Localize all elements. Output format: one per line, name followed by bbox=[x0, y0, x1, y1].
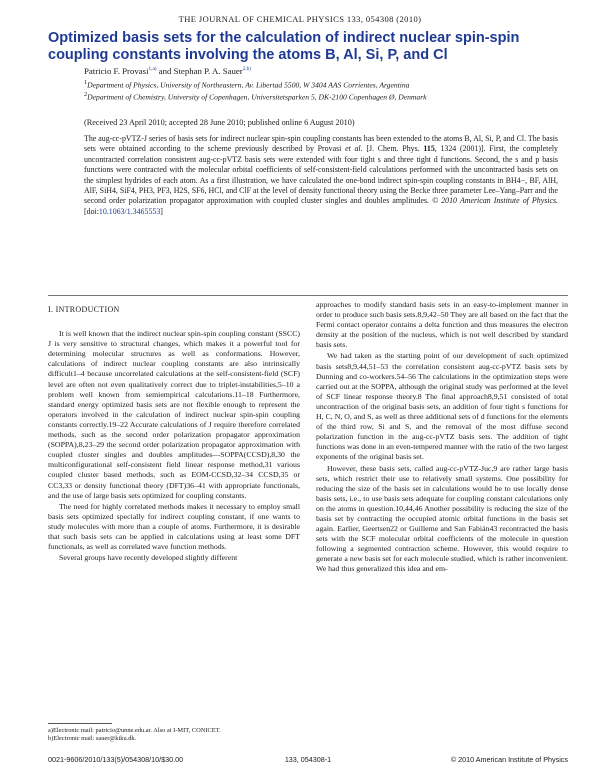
abstract-doi-suffix: ] bbox=[160, 206, 163, 216]
abstract bbox=[84, 134, 558, 217]
body-paragraph: Several groups have recently developed slightly different bbox=[59, 553, 238, 563]
affiliation-text: Department of Chemistry, University of Copenhagen, Universitetsparken 5, DK-2100 Copenhagen Ø, Denmark bbox=[87, 92, 427, 102]
abstract-text: , 1324 (2001)]. First, the completely uncontracted correlation consistent aug-cc-pVTZ basis sets were extended with four tight s and three tight d functions. Second, the s and p basis functions were contracted with the molecular orbital coefficients of self-consistent-field calculations performed with the uncontracted basis sets on the simplest hydrides of each atom. As a first illustration, we have calculated the one-bond indirect spin-spin coupling constants in BH4−, BF, AlH, AlF, SiH4, SiF4, PH3, PF3, H2S, SF6, HCl, and ClF at the level of density functional theory using the Becke three parameter Lee–Yang–Parr and the second order polarization propagator approximation with coupled cluster singles and doubles amplitudes. bbox=[84, 144, 558, 206]
received-dates: (Received 23 April 2010; accepted 28 June 2010; published online 6 August 2010) bbox=[84, 118, 355, 127]
body-paragraph: However, these basis sets, called aug-cc-pVTZ-Juc,9 are rather large basis sets, which restrict their use to relatively small systems. One possibility for reducing the size of the basis set in calculations would be to use locally dense basis sets, i.e., to use basis sets adequate for coupling constant calculations only on the atoms in question.10,44,46 Another possibility is reducing the size of the basis set by contracting the occupied atomic orbital functions in the basis set again. Earlier, Geertsen22 or Guilleme and San Fabián43 recontracted the basis sets with the SCF molecular orbital coefficients of the molecule in question following a segmented contraction scheme. However, this would require to generate a new basis set for each molecule studied, which is rather inconvenient. We had thus generalized this idea and em- bbox=[316, 463, 568, 574]
footnote: b)Electronic mail: sauer@kiku.dk. bbox=[48, 735, 137, 742]
body-paragraph: approaches to modify standard basis sets in an easy-to-implement manner in order to produce such basis sets.8,9,42–50 They are all based on the fact that the Fermi contact operator contains a delta function and thus measures the electron density at the position of the nucleus, which is not well described by standard basis sets. bbox=[316, 300, 568, 350]
body-paragraph: We had taken as the starting point of our development of such optimized basis sets8,9,44,51–53 the correlation consistent aug-cc-pVTZ basis sets by Dunning and co-workers.54–56 The calculations in the optimization steps were carried out at the SOPPA, although the original study was performed at the level of SCF linear response theory.8 The final approach8,9,51 consisted of total uncontraction of the original basis sets, an addition of four tight s functions for H, C, N, O, and S, as well as three additional sets of d functions for the elements of the third row, Si and S, and the removal of the most diffuse second polarization function in the aug-cc-pVTZ basis sets. The addition of tight functions was done in an even-tempered manner with the ratio of the two largest exponents of the original basis set. bbox=[316, 351, 568, 462]
author-affil-marker: 1,a) bbox=[148, 66, 157, 73]
abstract-text: [J. Chem. Phys. bbox=[362, 144, 424, 154]
body-paragraph: The need for highly correlated methods makes it necessary to employ small basis sets optimized specially for indirect coupling constant, if one wants to study molecules with more than a couple of atoms. Furthermore, it is desirable that such basis sets can be applied in calculations using at least some DFT functionals, as well as correlated wave function methods. bbox=[48, 501, 300, 552]
footnote: a)Electronic mail: patricio@unne.edu.ar. Also at I-MIT, CONICET. bbox=[48, 727, 221, 734]
left-column bbox=[48, 303, 300, 564]
author-name: Patricio F. Provasi bbox=[84, 66, 149, 76]
footnotes bbox=[48, 727, 298, 743]
abstract-etal: et al. bbox=[345, 144, 363, 154]
doi-link[interactable]: 10.1063/1.3465553 bbox=[98, 206, 161, 216]
journal-header: THE JOURNAL OF CHEMICAL PHYSICS 133, 054308 (2010) bbox=[178, 14, 422, 24]
affiliations bbox=[84, 78, 554, 102]
abstract-text: The aug-cc-pVTZ-J series of basis sets for indirect nuclear spin-spin coupling constants has been extended to the atoms B, Al, Si, P, and Cl. The basis sets were obtained according to the scheme previously described by Provasi bbox=[84, 134, 558, 154]
section-divider bbox=[48, 295, 568, 296]
affiliation bbox=[84, 90, 554, 102]
affiliation-text: Department of Physics, University of Northeastern, Av. Libertad 5500, W 3404 AAS Corrientes, Argentina bbox=[87, 80, 410, 90]
abstract-doi-prefix: [doi: bbox=[84, 206, 99, 216]
affiliation-number: 1 bbox=[84, 79, 88, 86]
body-paragraph: It is well known that the indirect nuclear spin-spin coupling constant (SSCC) J is very sensitive to structural changes, which makes it a powerful tool for determining molecular structures as well as conformations. However, calculations of indirect nuclear coupling constants are also intrinsically difficult1–4 because uncorrelated calculations at the self-consistent-field (SCF) level are often not even qualitatively correct due to triplet-instabilities,5–10 a problem well known from semiempirical calculations.11–18 Furthermore, standard energy optimized basis sets are not flexible enough to represent the operators involved in the calculation of indirect nuclear spin-spin coupling constants correctly.19–22 Accurate calculations of J require therefore correlated methods, such as the second order polarization propagator approximation (SOPPA),8,23–29 the second order polarization propagator approximation with coupled cluster singles and doubles amplitudes—SOPPA(CCSD),8,30 the multiconfigurational self-consistent field linear response method,31 various coupled cluster based methods, such as EOM-CCSD,32–34 CCSD,35 or CC3,33 or density functional theory (DFT)36–41 with appropriate functionals, and the use of large basis sets optimized for coupling constants. bbox=[48, 329, 300, 500]
affiliation bbox=[84, 78, 554, 90]
footer-issn: 0021-9606/2010/133(5)/054308/10/$30.00 bbox=[48, 755, 184, 764]
footnote-divider bbox=[48, 723, 112, 724]
paper-title: Optimized basis sets for the calculation of indirect nuclear spin-spin coupling constants involving the atoms B, Al, Si, P, and Cl bbox=[48, 30, 520, 63]
author-list bbox=[84, 66, 251, 76]
right-column bbox=[316, 300, 568, 576]
abstract-volume: 115 bbox=[423, 144, 435, 154]
author-conjunction: and bbox=[156, 66, 174, 76]
affiliation-number: 2 bbox=[84, 91, 88, 99]
author-name: Stephan P. A. Sauer bbox=[173, 66, 243, 76]
author-affil-marker: 2,b) bbox=[242, 66, 251, 73]
abstract-copyright: © 2010 American Institute of Physics. bbox=[432, 196, 559, 206]
footer-page-number: 133, 054308-1 bbox=[284, 755, 332, 764]
section-heading: I. INTRODUCTION bbox=[48, 305, 120, 314]
footer-copyright: © 2010 American Institute of Physics bbox=[450, 755, 568, 764]
